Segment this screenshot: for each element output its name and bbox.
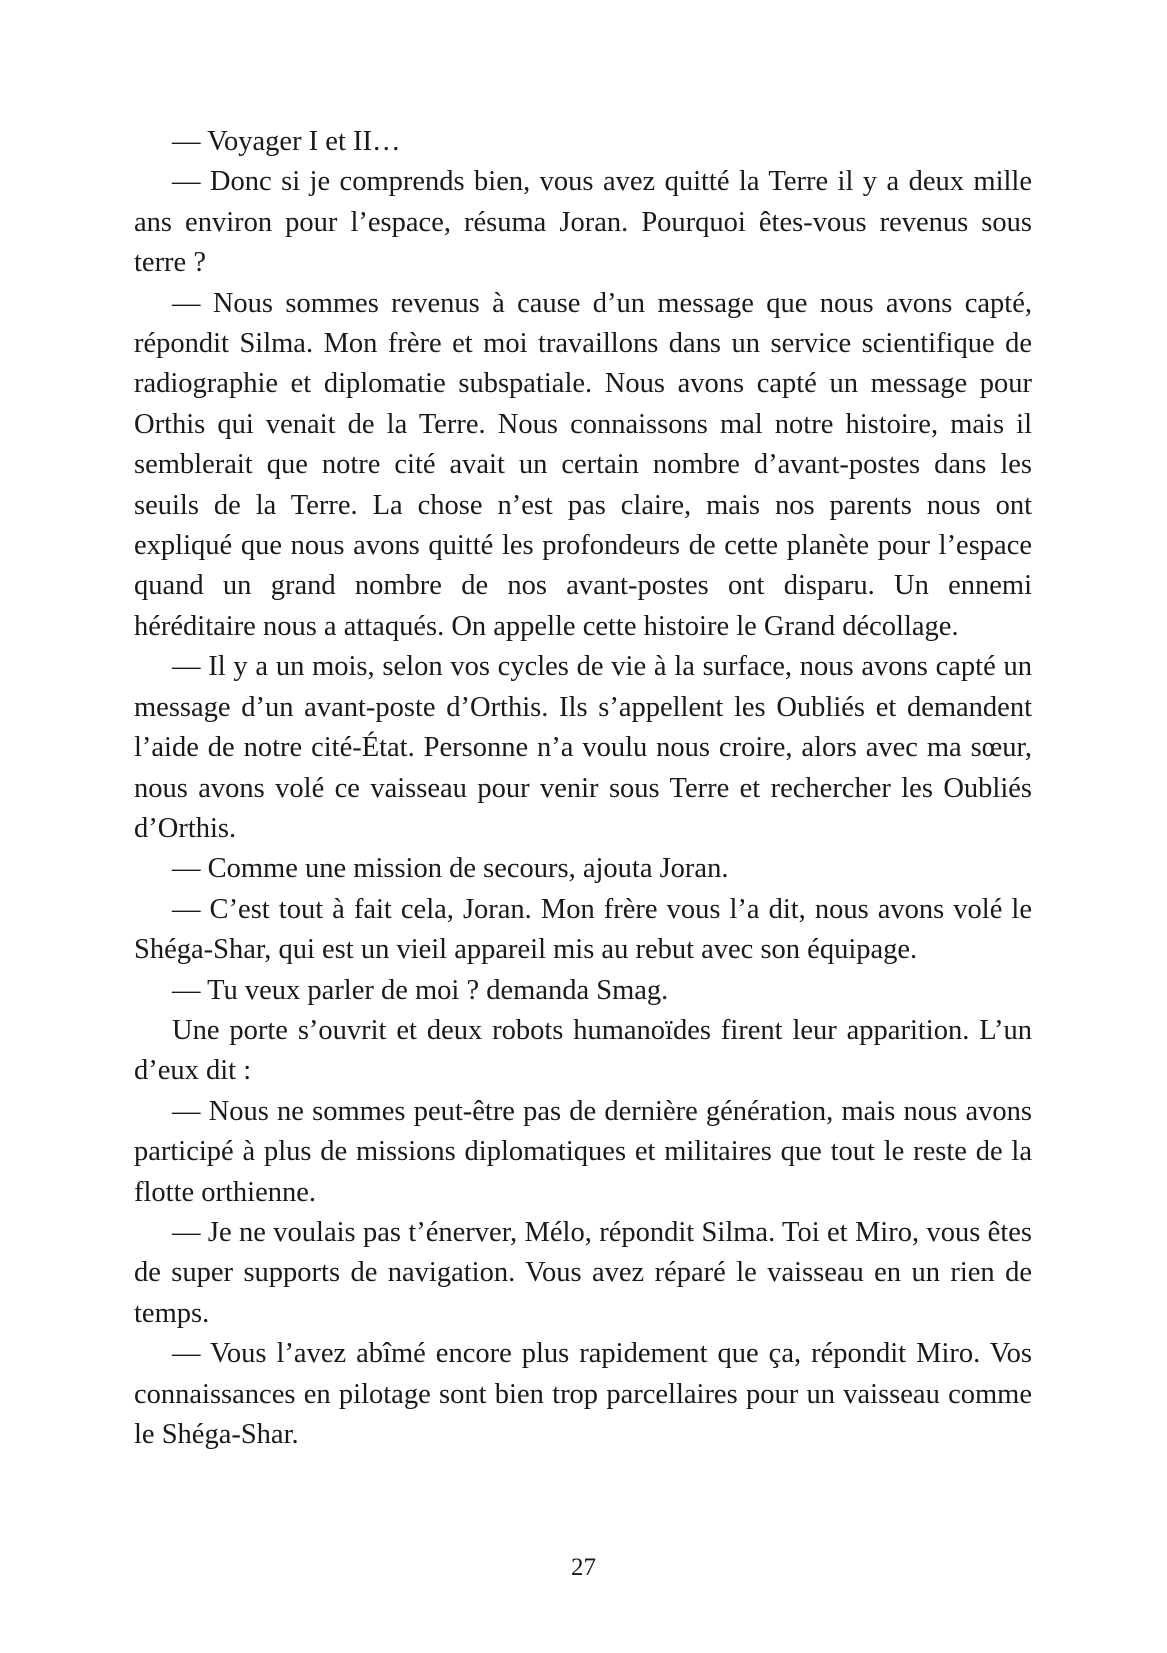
body-text [134,122,1032,1455]
paragraph: — Tu veux parler de moi ? demanda Smag. [172,974,669,1006]
page-number: 27 [571,1554,596,1581]
paragraph: — Donc si je comprends bien, vous avez quitté la Terre il y a deux mille ans environ pour l’espace, résuma Joran. Pourquoi êtes-vous revenus sous terre ? [134,166,1032,279]
paragraph: — Nous ne sommes peut-être pas de dernière génération, mais nous avons participé à plus de missions diplomatiques et militaires que tout le reste de la flotte orthienne. [134,1095,1032,1208]
paragraph: — Il y a un mois, selon vos cycles de vie à la surface, nous avons capté un message d’un avant-poste d’Orthis. Ils s’appellent les Oubliés et demandent l’aide de notre cité-État. Personne n’a voulu nous croire, alors avec ma sœur, nous avons volé ce vaisseau pour venir sous Terre et rechercher les Oubliés d’Orthis. [134,651,1032,844]
paragraph: — Je ne voulais pas t’énerver, Mélo, répondit Silma. Toi et Miro, vous êtes de super supports de navigation. Vous avez réparé le vaisseau en un rien de temps. [134,1216,1032,1329]
paragraph: — Voyager I et II… [172,126,401,157]
paragraph: — Comme une mission de secours, ajouta Joran. [172,853,729,885]
paragraph: — C’est tout à fait cela, Joran. Mon frère vous l’a dit, nous avons volé le Shéga-Shar, qui est un vieil appareil mis au rebut avec son équipage. [134,893,1032,966]
paragraph: Une porte s’ouvrit et deux robots humanoïdes firent leur apparition. L’un d’eux dit : [134,1014,1032,1087]
paragraph: — Vous l’avez abîmé encore plus rapidement que ça, répondit Miro. Vos connaissances en pilotage sont bien trop parcellaires pour un vaisseau comme le Shéga-Shar. [134,1338,1032,1450]
paragraph: — Nous sommes revenus à cause d’un message que nous avons capté, répondit Silma. Mon frère et moi travaillons dans un service scientifique de radiographie et diplomatie subspatiale. Nous avons capté un message pour Orthis qui venait de la Terre. Nous connaissons mal notre histoire, mais il semblerait que notre cité avait un certain nombre d’avant-postes dans les seuils de la Terre. La chose n’est pas claire, mais nos parents nous ont expliqué que nous avons quitté les profondeurs de cette planète pour l’espace quand un grand nombre de nos avant-postes ont disparu. Un ennemi héréditaire nous a attaqués. On appelle cette histoire le Grand décollage. [134,287,1032,642]
